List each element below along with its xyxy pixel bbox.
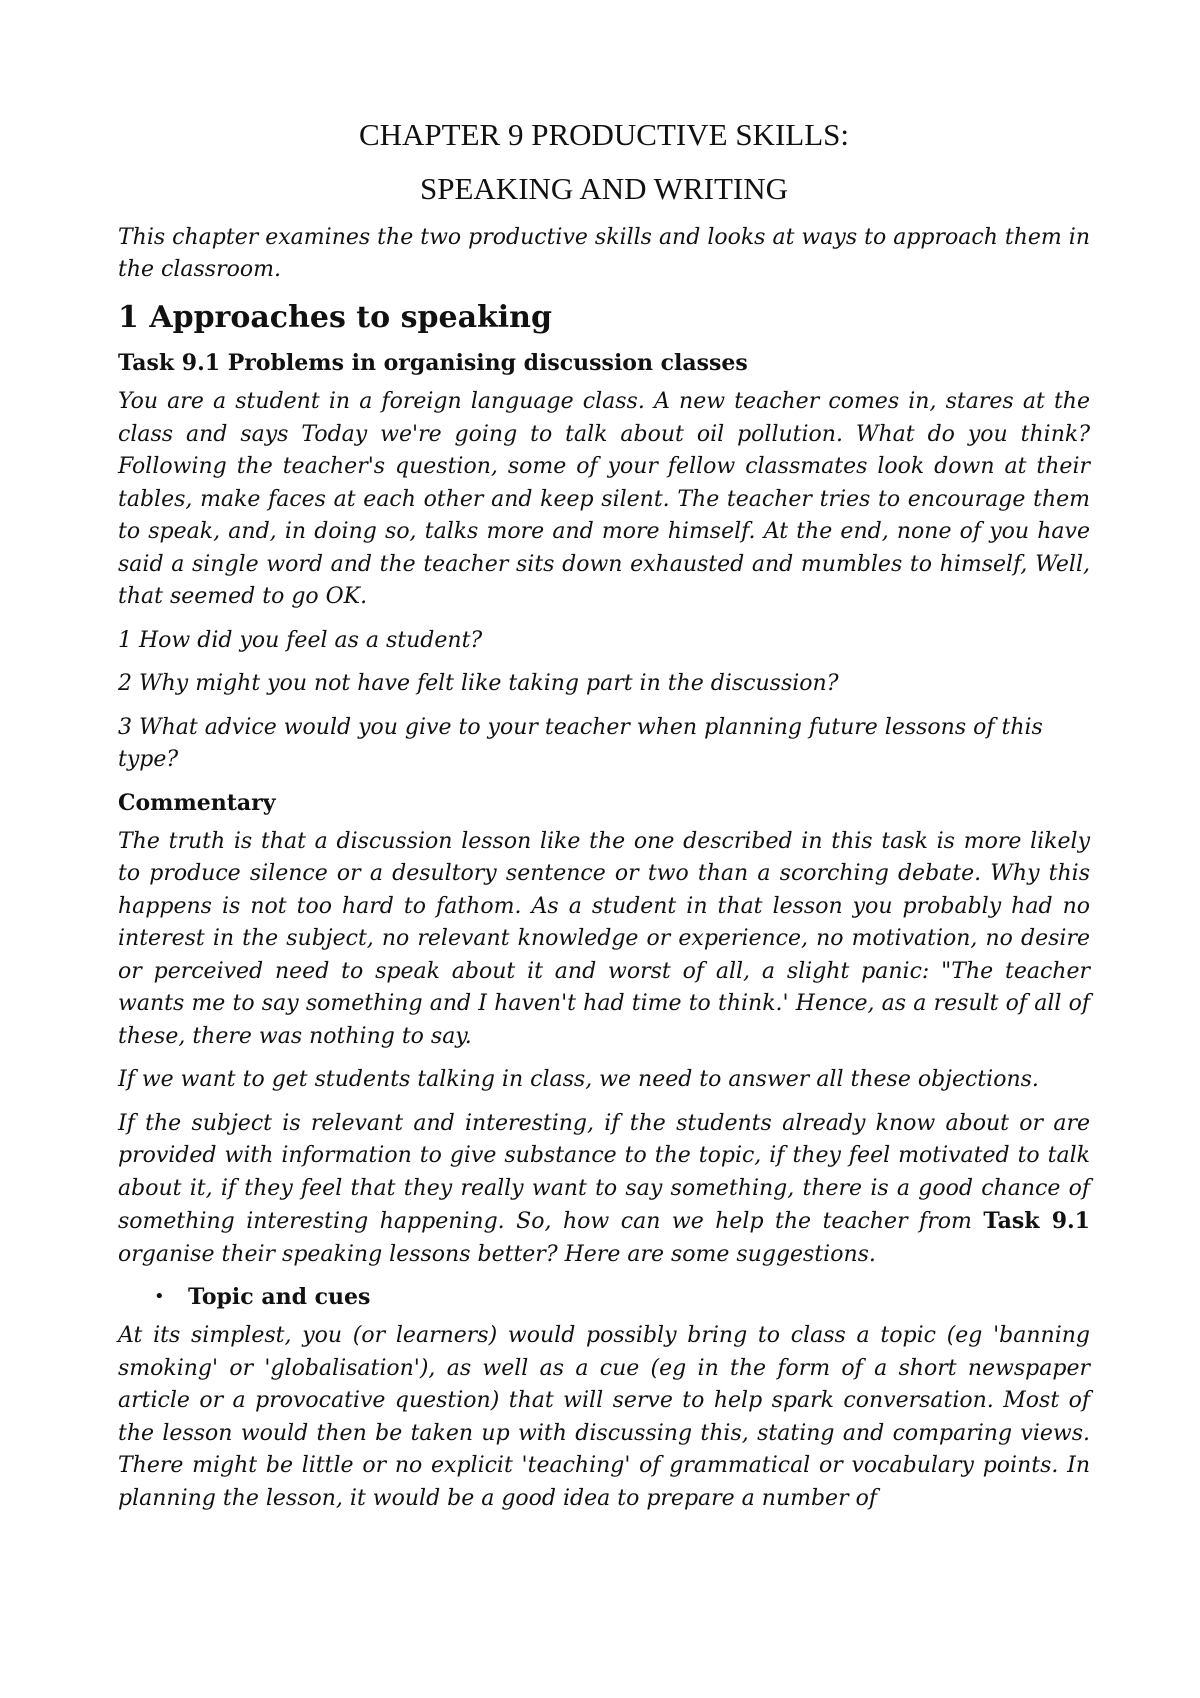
bullet-heading: Topic and cues	[188, 1284, 371, 1310]
task-text: You are a student in a foreign language class. A new teacher comes in, stares at the class and says Today we're going to talk about oil pollution. What do you think? Following the teacher's question, some of your fellow classmates look down at their tables, make faces at each other and keep silent. The teacher tries to encourage them to speak, and, in doing so, talks more and more himself. At the end, none of you have said a single word and the teacher sits down exhausted and mumbles to himself, Well, that seemed to go OK.	[118, 389, 1090, 609]
section-heading: 1 Approaches to speaking	[118, 300, 552, 335]
chapter-title-line-1: CHAPTER 9 PRODUCTIVE SKILLS:	[358, 117, 849, 152]
document-page	[118, 108, 1090, 1526]
bullet-item	[118, 1282, 1090, 1312]
chapter-intro: This chapter examines the two productive skills and looks at ways to approach them in the classroom.	[118, 225, 1090, 282]
question-3: 3 What advice would you give to your teacher when planning future lessons of this type?	[118, 714, 1043, 772]
task-reference: Task 9.1	[983, 1208, 1090, 1234]
question-2: 2 Why might you not have felt like taking part in the discussion?	[118, 671, 839, 696]
commentary-paragraph-1: The truth is that a discussion lesson like the one described in this task is more likely to produce silence or a desultory sentence or two than a scorching debate. Why this happens is not too hard to fathom. As a student in that lesson you probably had no interest in the subject, no relevant knowledge or experience, no motivation, no desire or perceived need to speak about it and worst of all, a slight panic: "The teacher wants me to say something and I haven't had time to think.' Hence, as a result of all of these, there was nothing to say.	[118, 828, 1090, 1049]
bullet-paragraph: At its simplest, you (or learners) would possibly bring to class a topic (eg 'banning smoking' or 'globalisation'), as well as a cue (eg in the form of a short newspaper article or a provocative question) that will serve to help spark conversation. Most of the lesson would then be taken up with discussing this, stating and comparing views. There might be little or no explicit 'teaching' of grammatical or vocabulary points. In planning the lesson, it would be a good idea to prepare a number of	[118, 1323, 1090, 1511]
commentary-paragraph-3	[118, 1108, 1090, 1272]
commentary-heading: Commentary	[118, 789, 276, 816]
commentary-paragraph-3-end: organise their speaking lessons better? Here are some suggestions.	[118, 1241, 876, 1267]
commentary-paragraph-3-start: If the subject is relevant and interesting, if the students already know about or are provided with information to give substance to the topic, if they feel motivated to talk about it, if they feel that they really want to say something, there is a good chance of something interesting happening. So, how can we help the teacher from	[118, 1110, 1090, 1234]
bullet-icon: •	[154, 1286, 165, 1307]
question-1: 1 How did you feel as a student?	[118, 627, 483, 653]
task-heading: Task 9.1 Problems in organising discussion classes	[118, 350, 748, 376]
chapter-title-line-2: SPEAKING AND WRITING	[420, 171, 788, 206]
commentary-paragraph-2: If we want to get students talking in class, we need to answer all these objections.	[118, 1067, 1039, 1092]
